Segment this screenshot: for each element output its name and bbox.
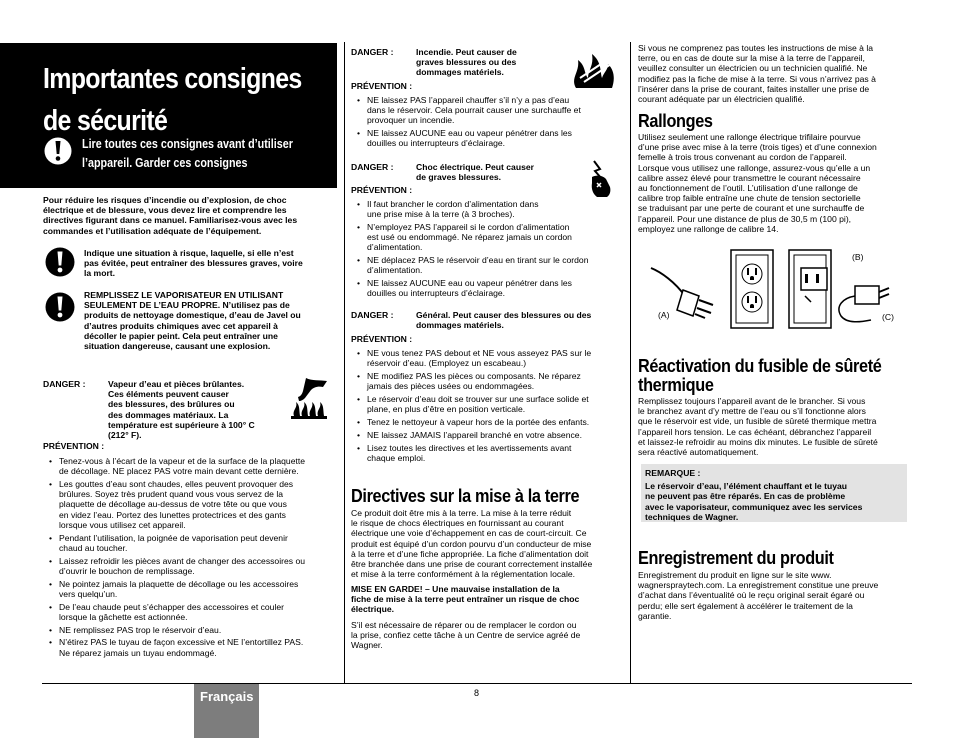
figure-label-c: (C) xyxy=(882,312,894,322)
prevention-label: PRÉVENTION : xyxy=(351,185,413,195)
figure-label-b: (B) xyxy=(852,252,864,262)
list-item: • Les gouttes d’eau sont chaudes, elles peuvent provoquer des brûlures. Soyez très prudent quand vous vous servez de la plaquette de décollage au-dessus de votre tête ou que vous en videz l’eau. Portez des lunettes protectrices et des gants lorsque vous utilisez cet appareil. xyxy=(43,479,343,530)
list-item: • Pendant l’utilisation, la poignée de vaporisation peut devenir chaud au toucher. xyxy=(43,533,343,553)
list-item: • Lisez toutes les directives et les avertissements avant chaque emploi. xyxy=(351,443,627,463)
danger-label: DANGER : xyxy=(351,310,394,320)
list-item: • NE déplacez PAS le réservoir d’eau en tirant sur le cordon d’alimentation. xyxy=(351,255,627,275)
prevention-list xyxy=(351,348,627,466)
safety-intro: Pour réduire les risques d’incendie ou d’explosion, de choc électrique et de blessure, vous devez lire et comprendre les directives figurant dans ce manuel. Familiarisez-vous avec les commandes et l’utilisation adéquate de l’équipement. xyxy=(43,195,298,236)
list-item: • Ne pointez jamais la plaquette de décollage ou les accessoires vers quelqu’un. xyxy=(43,579,343,599)
list-item: • Il faut brancher le cordon d’alimentation dans une prise mise à la terre (à 3 broches). xyxy=(351,199,627,219)
grounding-plug-figure xyxy=(643,246,908,336)
danger-label: DANGER : xyxy=(351,162,394,172)
note-text: REMARQUE : Le réservoir d’eau, l’élément chauffant et le tuyau ne peuvent pas être réparés. En cas de problème avec le vaporisateur, communiquez avec les services techniques de Wagner. xyxy=(645,468,863,522)
thermal-fuse-text: Remplissez toujours l’appareil avant de le brancher. Si vous le branchez avant d’y mettre de l’eau ou s’il fonctionne alors que le réservoir est vide, un fusible de sûreté thermique mettra l’appareil hors tension. Le cas échéant, débranchez l’appareil et laissez-le refroidir au moins dix minutes. Le fusible de sûreté sera réactivé automatiquement. xyxy=(638,396,878,458)
prevention-label: PRÉVENTION : xyxy=(43,441,105,451)
danger-text-electric-shock: Choc électrique. Peut causer de graves blessures. xyxy=(416,162,534,183)
caution-text: MISE EN GARDE! – Une mauvaise installation de la fiche de mise à la terre peut entraîner un risque de choc électrique. xyxy=(351,584,580,615)
list-item: • NE modifiez PAS les pièces ou composants. Ne réparez jamais des pièces usées ou endommagées. xyxy=(351,371,627,391)
warning-icon xyxy=(45,247,75,277)
danger-text-hot-steam: Vapeur d’eau et pièces brûlantes. Ces éléments peuvent causer des blessures, des brûlures ou des dommages matériaux. La température est supérieure à 100° C (212° F). xyxy=(108,379,255,441)
heading-thermal-fuse: Réactivation du fusible de sûreté thermique xyxy=(638,355,882,395)
electric-shock-icon xyxy=(588,157,614,199)
danger-label: DANGER : xyxy=(43,379,86,389)
column-divider xyxy=(630,42,631,684)
list-item: • NE laissez PAS l’appareil chauffer s’il n’y a pas d’eau dans le réservoir. Cela pourrait causer une surchauffe et provoquer un incendie. xyxy=(351,95,627,126)
title-subtitle: Lire toutes ces consignes avant d’utiliser l’appareil. Garder ces consignes xyxy=(82,137,293,170)
repair-text: S’il est nécessaire de réparer ou de remplacer le cordon ou la prise, confiez cette tâche à un Centre de service agréé de Wagner. xyxy=(351,620,581,651)
list-item: • De l’eau chaude peut s’échapper des accessoires et couler lorsque la gâchette est actionnée. xyxy=(43,602,343,622)
prevention-label: PRÉVENTION : xyxy=(351,81,413,91)
heading-grounding: Directives sur la mise à la terre xyxy=(351,485,580,506)
list-item: • NE laissez AUCUNE eau ou vapeur pénétrer dans les douilles ou interrupteurs d’éclairage. xyxy=(351,128,627,148)
prevention-list xyxy=(351,199,627,301)
heading-product-registration: Enregistrement du produit xyxy=(638,547,834,568)
prevention-list xyxy=(43,456,343,660)
heading-extension-cords: Rallonges xyxy=(638,110,713,131)
warning-icon xyxy=(45,292,75,322)
hot-surface-icon xyxy=(288,376,332,420)
language-tab: Français xyxy=(194,684,259,738)
product-registration-text: Enregistrement du produit en ligne sur le site www. wagnerspraytech.com. La enregistrement constitue une preuve d’achat dans l’éventualité où le reçu original serait égaré ou perdu; elle sert également à accélérer le traitement de la garantie. xyxy=(638,570,879,621)
list-item: • Tenez-vous à l’écart de la vapeur et de la surface de la plaquette de décollage. NE placez PAS votre main devant cette dernière. xyxy=(43,456,343,476)
figure-label-a: (A) xyxy=(658,310,670,320)
list-item: • NE laissez AUCUNE eau ou vapeur pénétrer dans les douilles ou interrupteurs d’éclairage. xyxy=(351,278,627,298)
extension-cords-text: Utilisez seulement une rallonge électrique trifilaire pourvue d’une prise avec mise à la terre (trois tiges) et d’une connexion femelle à trois trous convenant au cordon de l’appareil. Lorsque vous utilisez une rallonge, assurez-vous qu’elle a un calibre assez élevé pour transmettre le courant nécessaire au fonctionnement de l’outil. L’utilisation d’une rallonge de calibre trop faible entraîne une chute de tension sectorielle se traduisant par une perte de courant et une surchauffe de l’appareil. Pour une distance de plus de 30,5 m (100 pi), employez une rallonge de calibre 14. xyxy=(638,132,877,234)
column-divider xyxy=(344,42,345,684)
fire-icon xyxy=(572,52,618,90)
danger-label: DANGER : xyxy=(351,47,394,57)
warning-text-clean-water: REMPLISSEZ LE VAPORISATEUR EN UTILISANT SEULEMENT DE L’EAU PROPRE. N’utilisez pas de produits de nettoyage domestique, d’eau de Javel ou d’autres produits chimiques avec cet appareil à décoller le papier peint. Cela peut entraîner une situation dangereuse, causant une explosion. xyxy=(84,290,301,352)
warning-icon xyxy=(44,137,72,165)
danger-text-fire: Incendie. Peut causer de graves blessures ou des dommages matériels. xyxy=(416,47,517,78)
list-item: • Laissez refroidir les pièces avant de changer des accessoires ou d’ouvrir le bouchon de remplissage. xyxy=(43,556,343,576)
list-item: • NE remplissez PAS trop le réservoir d’eau. xyxy=(43,625,343,635)
list-item: • NE laissez JAMAIS l’appareil branché en votre absence. xyxy=(351,430,627,440)
footer-divider xyxy=(42,683,912,684)
list-item: • Tenez le nettoyeur à vapeur hors de la portée des enfants. xyxy=(351,417,627,427)
page-title: Importantes consignes de sécurité xyxy=(43,63,302,137)
list-item: • N’employez PAS l’appareil si le cordon d’alimentation est usé ou endommagé. Ne réparez jamais un cordon d’alimentation. xyxy=(351,222,627,253)
page-number: 8 xyxy=(474,688,480,698)
grounding-text: Ce produit doit être mis à la terre. La mise à la terre réduit le risque de chocs électriques en fournissant au courant électrique une voie d’échappement en cas de court-circuit. Ce produit est équipé d’un cordon pourvu d’un conducteur de mise à la terre et d’une fiche appropriée. La fiche d’alimentation doit être branchée dans une prise de courant correctement installée et mise à la terre conformément à la réglementation locale. xyxy=(351,508,593,580)
list-item: • N’étirez PAS le tuyau de façon excessive et NE l’entortillez PAS. Ne réparez jamais un tuyau endommagé. xyxy=(43,637,343,657)
prevention-list xyxy=(351,95,627,151)
danger-text-general: Général. Peut causer des blessures ou des dommages matériels. xyxy=(416,310,592,331)
list-item: • NE vous tenez PAS debout et NE vous asseyez PAS sur le réservoir d’eau. (Employez un escabeau.) xyxy=(351,348,627,368)
list-item: • Le réservoir d’eau doit se trouver sur une surface solide et plane, en plus d’être en position verticale. xyxy=(351,394,627,414)
grounding-intro-text: Si vous ne comprenez pas toutes les instructions de mise à la terre, ou en cas de doute sur la mise à la terre de l’appareil, veuillez consulter un électricien ou un technicien qualifié. Ne modifiez pas la fiche de mise à la terre. Si vous n’arrivez pas à l’insérer dans la prise de courant, faites installer une prise de courant adéquate par un électricien qualifié. xyxy=(638,43,876,105)
title-block xyxy=(0,43,337,188)
warning-text-danger: Indique une situation à risque, laquelle, si elle n’est pas évitée, peut entraîner des blessures graves, voire la mort. xyxy=(84,248,303,279)
prevention-label: PRÉVENTION : xyxy=(351,334,413,344)
